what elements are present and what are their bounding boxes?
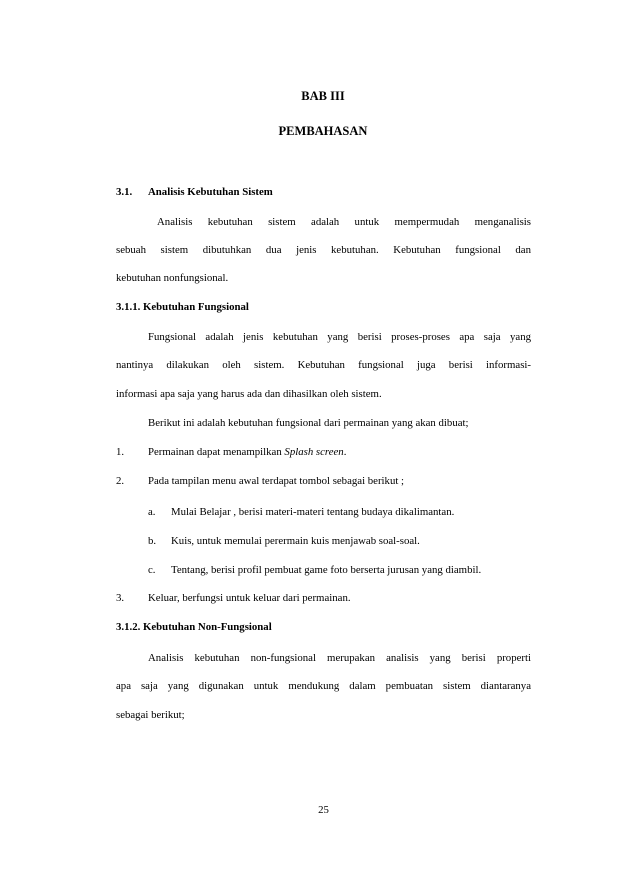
- list-item-3-number: 3.: [116, 592, 125, 604]
- chapter-title: PEMBAHASAN: [278, 124, 368, 138]
- list-item-1: Permainan dapat menampilkan Splash screen.: [148, 446, 347, 458]
- chapter-number: BAB III: [301, 89, 345, 103]
- list-item-2: Pada tampilan menu awal terdapat tombol sebagai berikut ;: [148, 475, 405, 487]
- section-3-1-1-heading: 3.1.1. Kebutuhan Fungsional: [116, 301, 249, 313]
- sub-item-a: Mulai Belajar , berisi materi-materi tentang budaya dikalimantan.: [171, 506, 455, 518]
- para-3-1-line-2: sebuah sistem dibutuhkan dua jenis kebutuhan. Kebutuhan fungsional dan: [116, 244, 531, 256]
- sub-item-c: Tentang, berisi profil pembuat game foto berserta jurusan yang diambil.: [171, 564, 482, 576]
- para-3-1-1-line-2: nantinya dilakukan oleh sistem. Kebutuhan fungsional juga berisi informasi-: [116, 359, 531, 371]
- section-3-1-2-heading: 3.1.2. Kebutuhan Non-Fungsional: [116, 621, 272, 633]
- sub-item-c-letter: c.: [148, 564, 156, 576]
- para-3-1-line-1: Analisis kebutuhan sistem adalah untuk mempermudah menganalisis: [157, 216, 531, 228]
- functional-intro: Berikut ini adalah kebutuhan fungsional dari permainan yang akan dibuat;: [148, 417, 469, 429]
- para-3-1-2-line-2: apa saja yang digunakan untuk mendukung dalam pembuatan sistem diantaranya: [116, 680, 531, 692]
- para-3-1-1-line-3: informasi apa saja yang harus ada dan dihasilkan oleh sistem.: [116, 388, 382, 400]
- para-3-1-2-line-1: Analisis kebutuhan non-fungsional merupakan analisis yang berisi properti: [148, 652, 531, 664]
- sub-item-b: Kuis, untuk memulai perermain kuis menjawab soal-soal.: [171, 535, 420, 547]
- list-item-3: Keluar, berfungsi untuk keluar dari permainan.: [148, 592, 351, 604]
- section-3-1-heading: Analisis Kebutuhan Sistem: [148, 186, 273, 198]
- section-3-1-number: 3.1.: [116, 186, 133, 198]
- page-number: 25: [318, 804, 329, 816]
- para-3-1-1-line-1: Fungsional adalah jenis kebutuhan yang berisi proses-proses apa saja yang: [148, 331, 531, 343]
- para-3-1-2-line-3: sebagai berikut;: [116, 709, 185, 721]
- para-3-1-line-3: kebutuhan nonfungsional.: [116, 272, 229, 284]
- list-item-1-number: 1.: [116, 446, 125, 458]
- list-item-2-number: 2.: [116, 475, 125, 487]
- sub-item-b-letter: b.: [148, 535, 157, 547]
- sub-item-a-letter: a.: [148, 506, 156, 518]
